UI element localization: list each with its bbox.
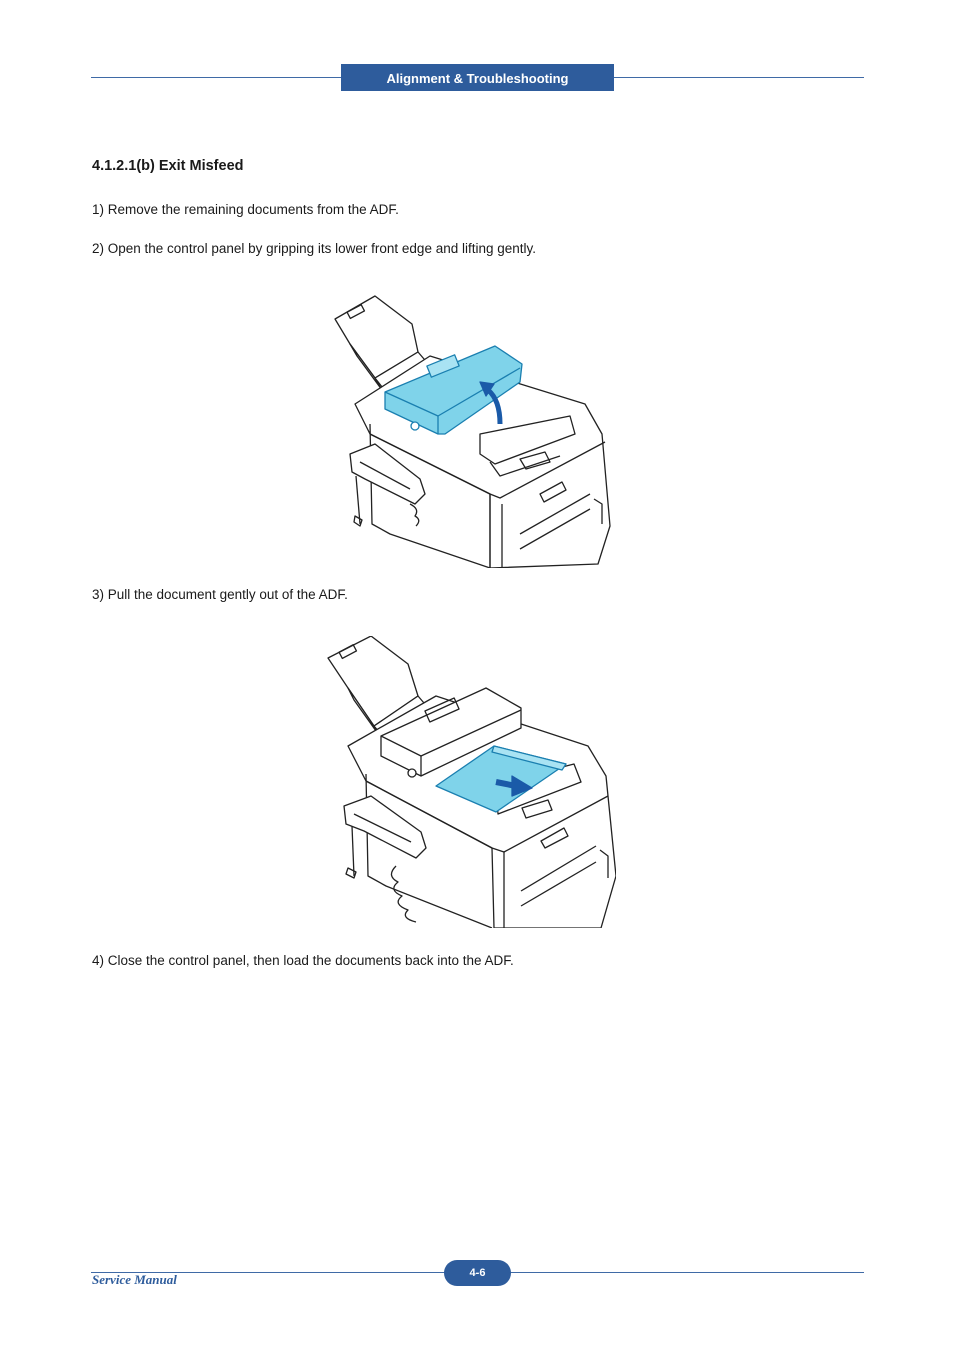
header-rule-right <box>614 77 864 78</box>
step-2-text: 2) Open the control panel by gripping its lower front edge and lifting gently. <box>92 241 537 256</box>
header-rule-left <box>91 77 341 78</box>
printer-pull-document-illustration <box>326 636 616 928</box>
section-tab: Alignment & Troubleshooting <box>341 64 614 91</box>
step-4-text: 4) Close the control panel, then load the documents back into the ADF. <box>92 953 514 968</box>
section-title: 4.1.2.1(b) Exit Misfeed <box>92 158 244 174</box>
footer-manual-title: Service Manual <box>92 1272 177 1287</box>
step-3-text: 3) Pull the document gently out of the ADF. <box>92 587 348 602</box>
step-1-text: 1) Remove the remaining documents from the ADF. <box>92 202 399 217</box>
printer-open-panel-illustration <box>330 294 615 568</box>
page-number: 4-6 <box>444 1260 511 1286</box>
